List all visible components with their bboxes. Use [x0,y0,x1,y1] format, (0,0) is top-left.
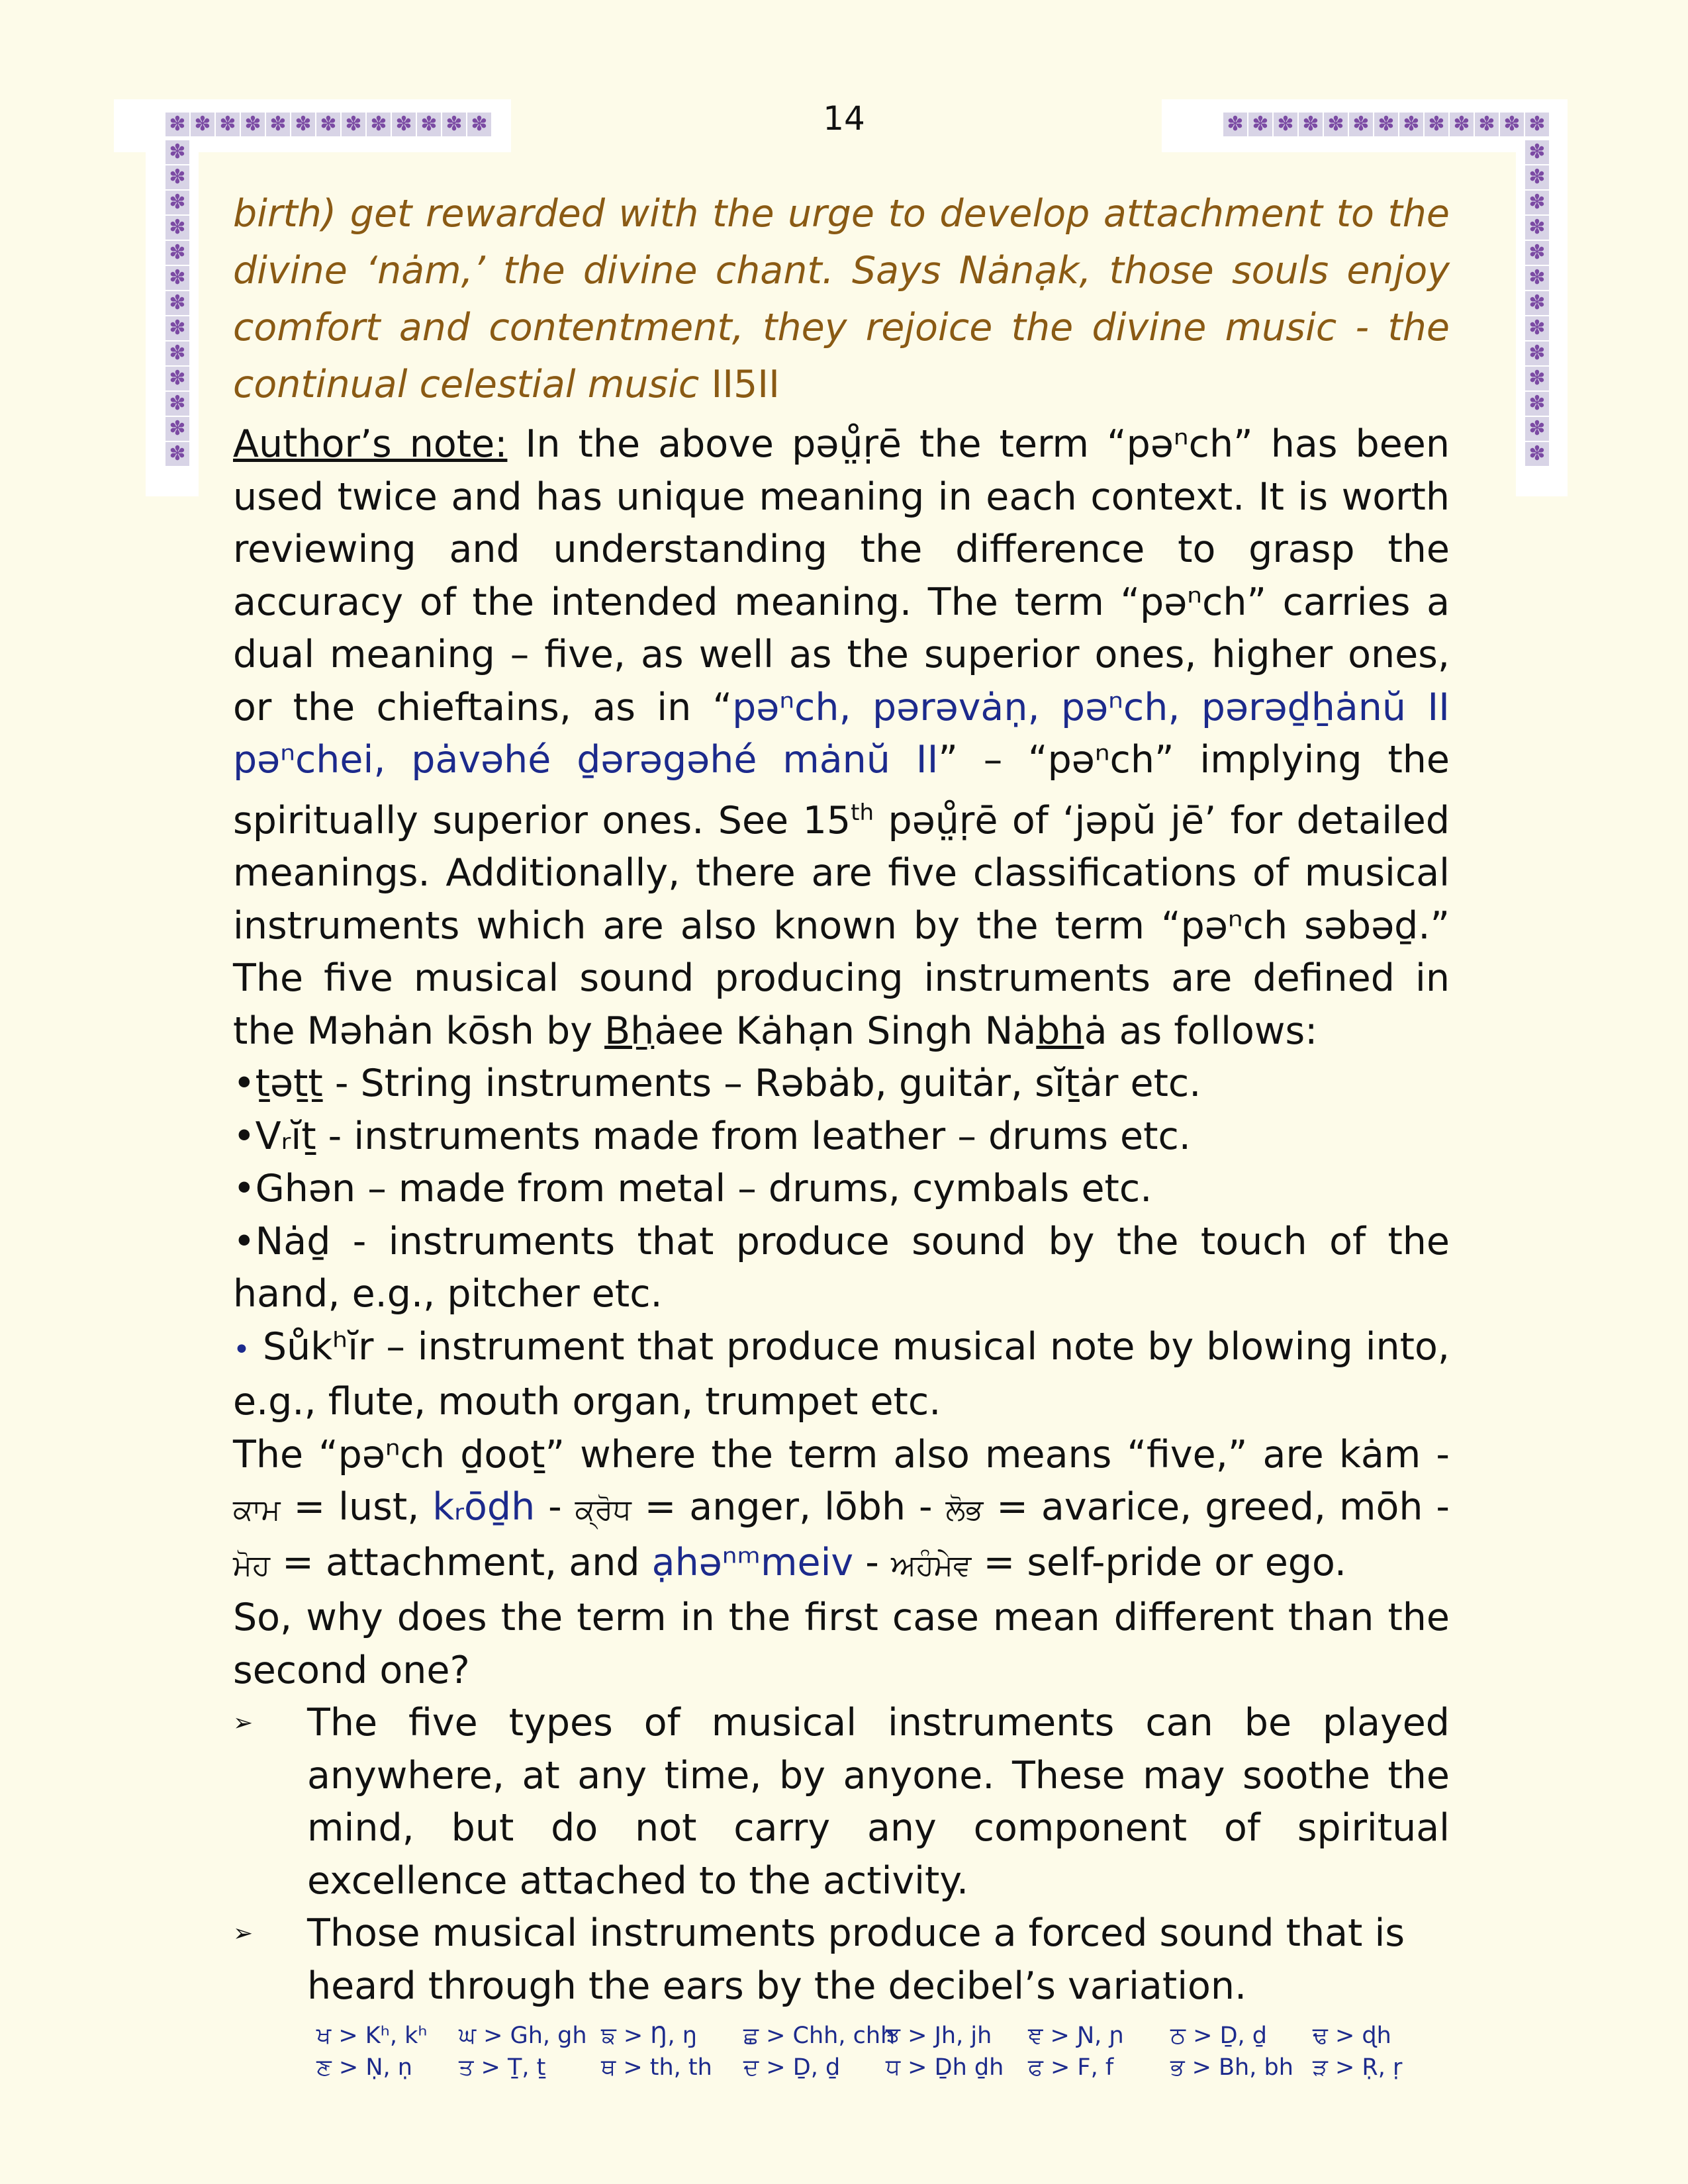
bullet-icon: • [233,1167,256,1210]
flower-ornament-icon: ✽ [417,113,441,136]
flower-ornament-icon: ✽ [165,341,189,365]
flower-ornament-icon: ✽ [191,113,214,136]
thieves-text-2: = lust, [280,1485,433,1529]
verse-translation [233,185,1450,413]
flower-ornament-icon: ✽ [1525,442,1549,466]
five-thieves-paragraph [233,1429,1450,1592]
legend-entry: ਛ > Chh, chh [743,2023,896,2049]
bullet-icon: • [233,1219,256,1263]
flower-ornament-icon: ✽ [1374,113,1398,136]
flower-ornament-icon: ✽ [165,316,189,340]
flower-border-left [165,140,189,466]
arrow-bullet-icon: ➢ [233,1920,254,1947]
instrument-list [233,1058,1450,1429]
flower-ornament-icon: ✽ [1223,113,1247,136]
flower-ornament-icon: ✽ [1525,341,1549,365]
flower-ornament-icon: ✽ [1299,113,1323,136]
list-item [233,1216,1450,1321]
term-krodh: kᵣōḏh [432,1485,536,1529]
legend-entry: ਝ > Jh, jh [886,2023,992,2049]
list-item-text: Ghən – made from metal – drums, cymbals etc. [255,1167,1152,1210]
legend-entry: ਖ > Kʰ, kʰ [316,2023,428,2049]
flower-ornament-icon: ✽ [165,367,189,390]
authors-note [233,418,1450,1058]
flower-ornament-icon: ✽ [165,113,189,136]
legend-entry: ਭ > Bh, bh [1170,2054,1293,2081]
flower-ornament-icon: ✽ [1525,241,1549,265]
flower-ornament-icon: ✽ [392,113,416,136]
flower-ornament-icon: ✽ [1525,417,1549,441]
note-text-2: ” – “pəⁿch” implying the spiritually superior ones. See 15 [233,738,1450,842]
flower-border-right [1525,140,1549,466]
flower-ornament-icon: ✽ [1525,266,1549,290]
question-paragraph: So, why does the term in the first case mean different than the second one? [233,1596,1450,1692]
flower-ornament-icon: ✽ [165,140,189,164]
flower-ornament-icon: ✽ [266,113,290,136]
flower-ornament-icon: ✽ [467,113,491,136]
note-bha: bh [1036,1009,1084,1053]
note-text-5: ȧ as follows: [1084,1009,1318,1053]
bullet-icon: • [233,1332,250,1367]
thieves-text-4: = anger, lōbh - [631,1485,946,1529]
flower-ornament-icon: ✽ [342,113,365,136]
flower-border-top-right [1223,113,1549,136]
list-item-text: ṯəṯṯ - String instruments – Rəbȧb, guitȧr, sĭṯȧr etc. [255,1062,1201,1105]
flower-ornament-icon: ✽ [1248,113,1272,136]
legend-entry: ਧ > Ḏh ḏh [886,2054,1004,2081]
gurmukhi-krodh: ਕ੍ਰੋਧ [575,1493,632,1527]
gurmukhi-ahammeiv: ਅਹੰਮੇਵ [890,1548,972,1582]
list-item-text: Nȧḏ - instruments that produce sound by the touch of the hand, e.g., pitcher etc. [233,1219,1450,1316]
flower-ornament-icon: ✽ [1525,367,1549,390]
bullet-icon: • [233,1062,256,1105]
flower-ornament-icon: ✽ [1399,113,1423,136]
arrow-bullet-icon: ➢ [233,1709,254,1737]
flower-ornament-icon: ✽ [1349,113,1373,136]
legend-entry: ਤ > Ṯ, ṯ [459,2054,546,2081]
transliteration-legend [316,2020,1455,2083]
legend-entry: ਣ > Ṇ, ṇ [316,2054,412,2081]
legend-entry: ਘ > Gh, gh [459,2023,587,2049]
flower-ornament-icon: ✽ [1475,113,1499,136]
list-item-text: Vᵣĭṯ - instruments made from leather – drums etc. [255,1114,1191,1158]
list-item [233,1058,1450,1111]
list-item [233,1321,1450,1429]
flower-ornament-icon: ✽ [1324,113,1348,136]
legend-entry: ਥ > th, th [601,2054,712,2081]
gurmukhi-kam: ਕਾਮ [233,1493,281,1527]
legend-entry: ਠ > Ḏ, ḏ [1170,2023,1267,2049]
flower-ornament-icon: ✽ [165,216,189,240]
list-item [233,1111,1450,1163]
flower-ornament-icon: ✽ [1450,113,1474,136]
note-text-1: In the above pəṳ̊ṛē the term “pəⁿch” has been used twice and has unique meaning in each context. It is worth reviewing and understanding the difference to grasp the accuracy of the intended meaning. The term “pəⁿch” carries a dual meaning – five, as well as the superior ones, higher ones, or the chieftains, as in “ [233,422,1450,729]
legend-entry: ਦ > Ḏ, ḏ [743,2054,841,2081]
legend-entry: ਙ > Ŋ, ŋ [601,2023,697,2049]
flower-ornament-icon: ✽ [165,291,189,315]
verse-number-mark: II5II [711,363,780,406]
gurmukhi-moh: ਮੋਹ [233,1548,270,1582]
flower-ornament-icon: ✽ [165,266,189,290]
legend-row [316,2020,1455,2052]
list-item-text: Sůkʰĭr – instrument that produce musical note by blowing into, e.g., flute, mouth organ, trumpet etc. [233,1324,1450,1424]
bullet-icon: • [233,1114,256,1158]
flower-ornament-icon: ✽ [165,165,189,189]
legend-entry: ੜ > Ṛ, ṛ [1313,2054,1403,2081]
flower-ornament-icon: ✽ [165,191,189,214]
flower-ornament-icon: ✽ [241,113,265,136]
authors-note-label: Author’s note: [233,422,508,466]
flower-ornament-icon: ✽ [1500,113,1524,136]
flower-ornament-icon: ✽ [1525,165,1549,189]
flower-ornament-icon: ✽ [1425,113,1448,136]
ordinal-suffix: th [851,799,874,826]
legend-row [316,2052,1455,2083]
flower-ornament-icon: ✽ [165,442,189,466]
flower-ornament-icon: ✽ [1274,113,1297,136]
flower-border-top-left [165,113,491,136]
gurmukhi-lobh: ਲੋਭ [945,1493,984,1527]
thieves-text-5: = avarice, greed, mōh - [983,1485,1450,1529]
page-content [233,185,1450,2013]
note-text-3: pəṳ̊ṛē of ‘jəpŭ jē’ for detailed meanings. Additionally, there are five classifications of musical instruments which are also known by the term “pəⁿch səbəḏ.” The five musical sound producing instruments are defined in the Məhȧn kōsh by [233,798,1450,1053]
thieves-text-8: = self-pride or ego. [971,1540,1346,1584]
flower-ornament-icon: ✽ [165,392,189,416]
thieves-text-6: = attachment, and [269,1540,652,1584]
page-number: 14 [823,99,865,138]
flower-ornament-icon: ✽ [165,417,189,441]
flower-ornament-icon: ✽ [1525,113,1549,136]
legend-entry: ਞ > Ɲ, ɲ [1028,2023,1124,2049]
legend-entry: ਢ > ɖh [1313,2023,1391,2049]
flower-ornament-icon: ✽ [1525,316,1549,340]
flower-ornament-icon: ✽ [165,241,189,265]
thieves-text-1: The “pəⁿch ḏooṯ” where the term also means “five,” are kȧm - [233,1432,1450,1477]
flower-ornament-icon: ✽ [316,113,340,136]
arrow-point-text: Those musical instruments produce a forced sound that is heard through the ears by the decibel’s variation. [307,1911,1405,2008]
flower-ornament-icon: ✽ [1525,291,1549,315]
flower-ornament-icon: ✽ [1525,216,1549,240]
flower-ornament-icon: ✽ [1525,191,1549,214]
flower-ornament-icon: ✽ [1525,392,1549,416]
flower-ornament-icon: ✽ [291,113,315,136]
note-bhaee: Bẖ [604,1009,655,1053]
flower-ornament-icon: ✽ [442,113,466,136]
arrow-point-text: The five types of musical instruments can be played anywhere, at any time, by anyone. These may soothe the mind, but do not carry any component of spiritual excellence attached to the activity. [307,1701,1450,1903]
gurbani-quote: pəⁿch, pərəvȧṇ, pəⁿch, pərəḏẖȧnŭ II pəⁿchei, pȧvəhé ḏərəgəhé mȧnŭ II [233,685,1450,782]
note-text-4: ȧee Kȧhạn Singh Nȧ [654,1009,1037,1053]
thieves-text-7: - [853,1540,891,1584]
flower-ornament-icon: ✽ [216,113,240,136]
list-item [233,1163,1450,1216]
arrow-point [233,1697,1450,1907]
verse-text: birth) get rewarded with the urge to develop attachment to the divine ‘nȧm,’ the divine chant. Says Nȧnạk, those souls enjoy comfort and contentment, they rejoice the divine music - the continual celestial music [233,192,1450,406]
term-ahammeiv: ạhəⁿᵐmeiv [651,1540,854,1584]
flower-ornament-icon: ✽ [1525,140,1549,164]
legend-entry: ਫ > F, f [1028,2054,1114,2081]
flower-ornament-icon: ✽ [367,113,391,136]
thieves-text-3: - [535,1485,575,1529]
arrow-point [233,1907,1450,2013]
